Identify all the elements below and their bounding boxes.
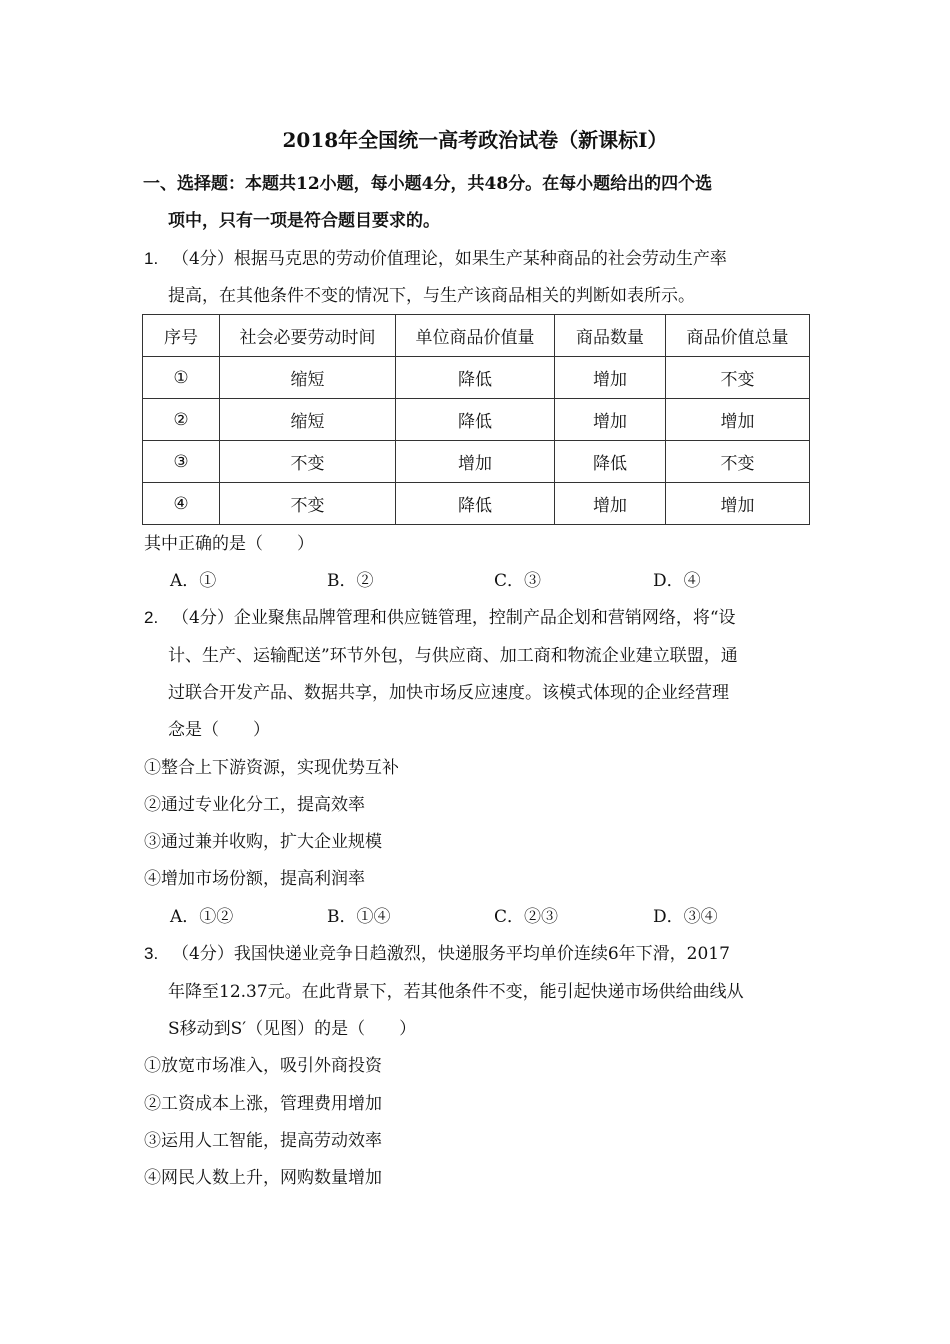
table-cell: ① [143,357,220,399]
question-3-item: ①放宽市场准入，吸引外商投资 [144,1056,382,1076]
question-2-line2: 计、生产、运输配送”环节外包，与供应商、加工商和物流企业建立联盟，通 [168,646,738,666]
table-cell: ④ [143,483,220,525]
table-cell: 不变 [220,483,396,525]
table-cell: 降低 [396,399,555,441]
table-header-cell: 商品价值总量 [666,315,810,357]
table-cell: 不变 [220,441,396,483]
question-2-option-c[interactable]: C．②③ [494,907,559,927]
question-3-line3: S移动到S′（见图）的是（ ） [168,1019,417,1039]
question-2-item: ③通过兼并收购，扩大企业规模 [144,832,382,852]
question-1-option-b[interactable]: B．② [327,571,374,591]
table-row [143,399,810,441]
question-1-line1: （4分）根据马克思的劳动价值理论，如果生产某种商品的社会劳动生产率 [172,249,727,269]
question-3-item: ③运用人工智能，提高劳动效率 [144,1131,382,1151]
table-cell: ② [143,399,220,441]
question-1-stem: 其中正确的是（ ） [144,534,314,554]
table-row [143,441,810,483]
question-3-line2: 年降至12.37元。在此背景下，若其他条件不变，能引起快递市场供给曲线从 [168,982,744,1002]
question-1-option-c[interactable]: C．③ [494,571,542,591]
table-header-cell: 序号 [143,315,220,357]
question-3-item: ②工资成本上涨，管理费用增加 [144,1094,382,1114]
table-cell: 降低 [396,483,555,525]
table-cell: 增加 [555,399,666,441]
table-cell: 增加 [666,483,810,525]
question-2-line1: （4分）企业聚焦品牌管理和供应链管理，控制产品企划和营销网络，将“设 [172,608,736,628]
table-cell: 不变 [666,441,810,483]
judgment-table [142,314,810,525]
table-cell: ③ [143,441,220,483]
question-2-line3: 过联合开发产品、数据共享，加快市场反应速度。该模式体现的企业经营理 [168,683,729,703]
table-cell: 降低 [555,441,666,483]
question-3-item: ④网民人数上升，网购数量增加 [144,1168,382,1188]
table-header-row [143,315,810,357]
section-heading-line2: 项中，只有一项是符合题目要求的。 [168,211,440,231]
table-cell: 增加 [396,441,555,483]
table-header-cell: 社会必要劳动时间 [220,315,396,357]
question-2-option-a[interactable]: A．①② [170,907,234,927]
table-row [143,483,810,525]
table-header-cell: 商品数量 [555,315,666,357]
question-2-option-b[interactable]: B．①④ [327,907,391,927]
section-heading-line1: 一、选择题：本题共12小题，每小题4分，共48分。在每小题给出的四个选 [143,174,713,194]
question-2-item: ①整合上下游资源，实现优势互补 [144,758,399,778]
table-cell: 缩短 [220,399,396,441]
table-cell: 增加 [666,399,810,441]
table-cell: 增加 [555,357,666,399]
question-1-option-a[interactable]: A．① [170,571,217,591]
question-2-item: ②通过专业化分工，提高效率 [144,795,365,815]
question-2-line4: 念是（ ） [168,720,270,740]
page-title: 2018年全国统一高考政治试卷（新课标Ⅰ） [282,128,668,152]
question-3-number: 3. [144,944,159,963]
table-header-cell: 单位商品价值量 [396,315,555,357]
question-1-option-d[interactable]: D．④ [653,571,701,591]
table-cell: 降低 [396,357,555,399]
table-cell: 缩短 [220,357,396,399]
question-2-item: ④增加市场份额，提高利润率 [144,869,365,889]
question-2-option-d[interactable]: D．③④ [653,907,718,927]
table-cell: 增加 [555,483,666,525]
question-2-number: 2. [144,608,159,627]
table-cell: 不变 [666,357,810,399]
question-1-number: 1. [144,249,159,268]
table-row [143,357,810,399]
question-1-line2: 提高，在其他条件不变的情况下，与生产该商品相关的判断如表所示。 [168,286,695,306]
question-3-line1: （4分）我国快递业竞争日趋激烈，快递服务平均单价连续6年下滑，2017 [172,944,730,964]
